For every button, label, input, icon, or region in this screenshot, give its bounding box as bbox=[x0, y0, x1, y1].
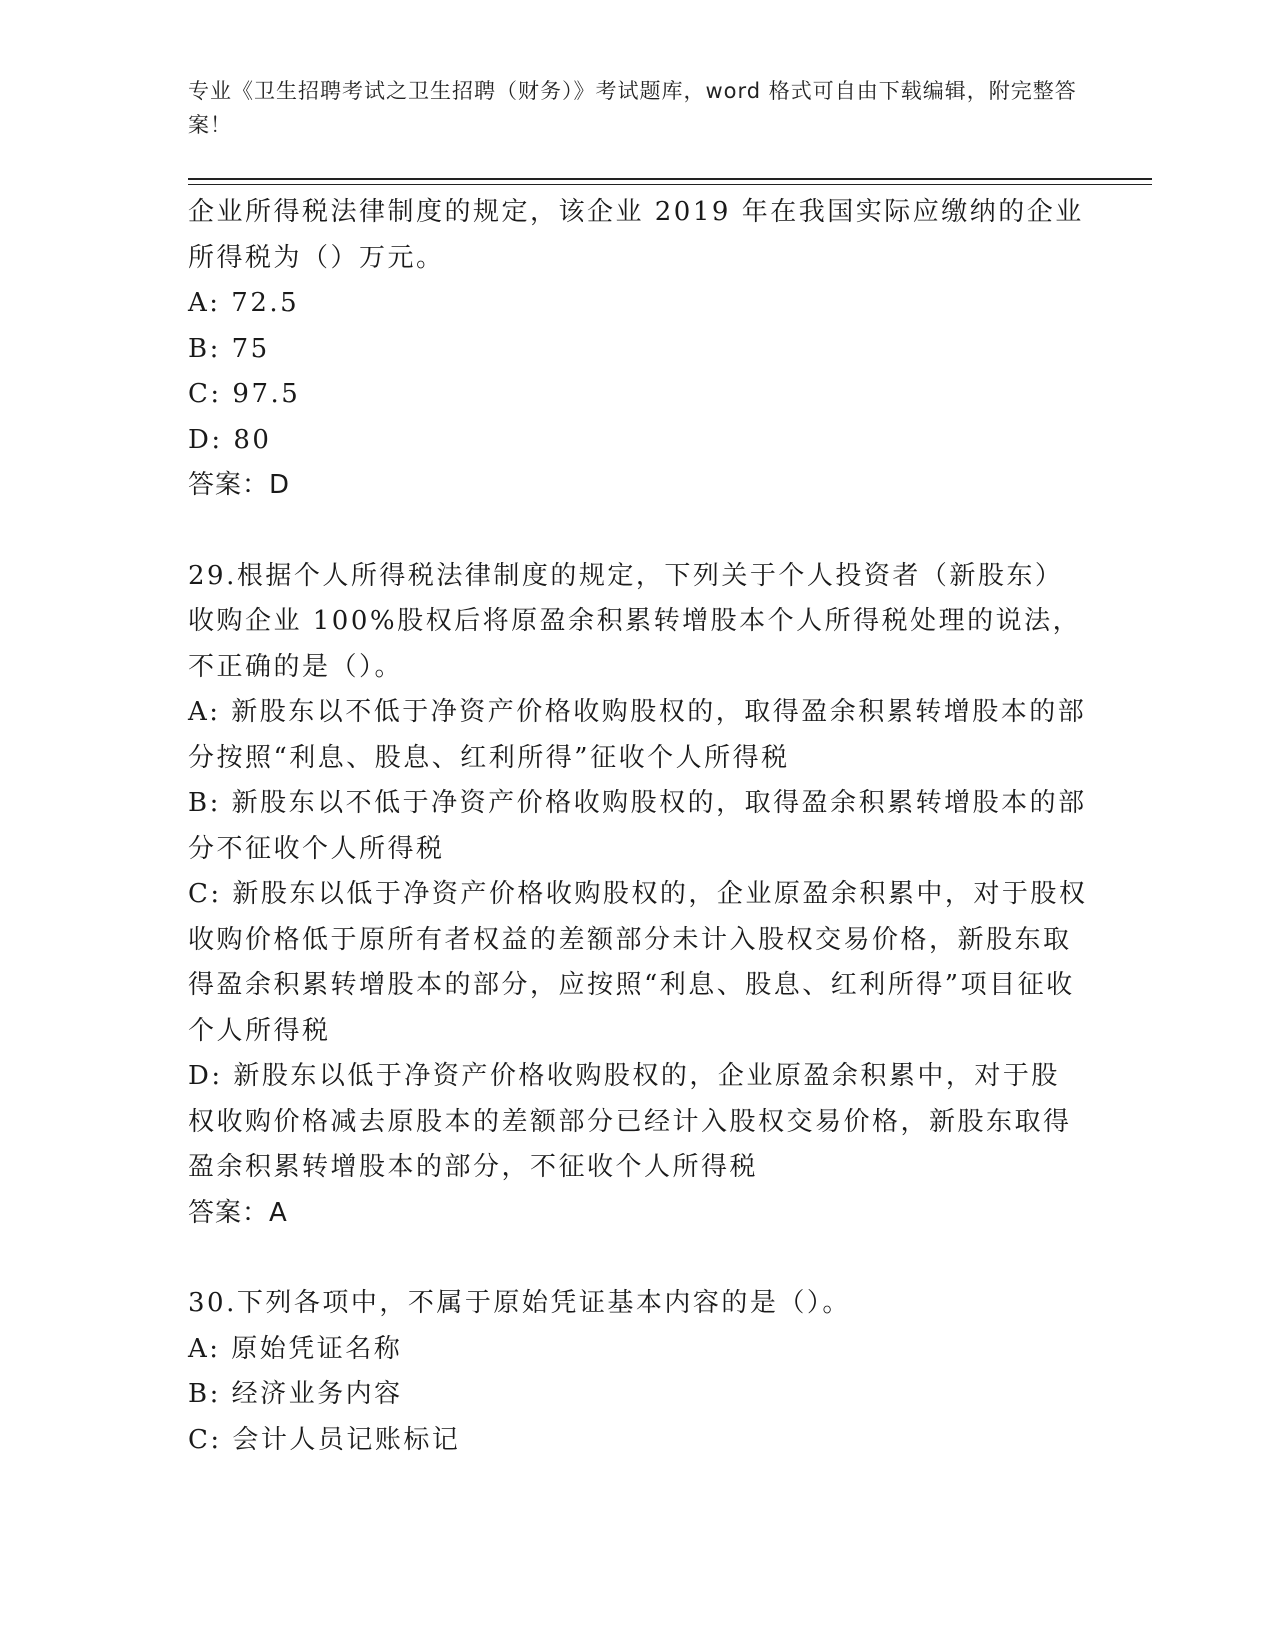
spacer bbox=[188, 509, 1088, 554]
option-c: C: 97.5 bbox=[188, 379, 301, 409]
option-c: C: 新股东以低于净资产价格收购股权的，企业原盈余积累中，对于股权收购价格低于原所有者权益的差额部分未计入股权交易价格，新股东取得盈余积累转增股本的部分，应按照“利息、股息、红利所得”项目征收个人所得税 bbox=[188, 879, 1088, 1046]
answer: 答案：A bbox=[188, 1197, 288, 1228]
option-a: A: 新股东以不低于净资产价格收购股权的，取得盈余积累转增股本的部分按照“利息、股息、红利所得”征收个人所得税 bbox=[188, 697, 1087, 773]
option-a: A: 72.5 bbox=[188, 288, 300, 318]
option-b: B: 75 bbox=[188, 333, 270, 364]
option-c: C: 会计人员记账标记 bbox=[188, 1424, 461, 1455]
question-28 bbox=[188, 190, 1088, 509]
question-stem: 企业所得税法律制度的规定，该企业 2019 年在我国实际应缴纳的企业所得税为（）万元。 bbox=[188, 197, 1084, 273]
option-d: D: 新股东以低于净资产价格收购股权的，企业原盈余积累中，对于股权收购价格减去原股本的差额部分已经计入股权交易价格，新股东取得盈余积累转增股本的部分，不征收个人所得税 bbox=[188, 1061, 1072, 1182]
answer: 答案：D bbox=[188, 470, 291, 500]
page-header: 专业《卫生招聘考试之卫生招聘（财务）》考试题库，word 格式可自由下载编辑，附完整答案！ bbox=[188, 79, 1077, 137]
header-divider-thick bbox=[188, 178, 1152, 180]
question-stem: 30.下列各项中，不属于原始凭证基本内容的是（）。 bbox=[188, 1288, 851, 1318]
question-30 bbox=[188, 1281, 1088, 1463]
question-stem: 29.根据个人所得税法律制度的规定，下列关于个人投资者（新股东）收购企业 100%股权后将原盈余积累转增股本个人所得税处理的说法，不正确的是（）。 bbox=[188, 560, 1082, 682]
option-a: A: 原始凭证名称 bbox=[188, 1333, 403, 1364]
option-b: B: 经济业务内容 bbox=[188, 1379, 403, 1409]
question-29 bbox=[188, 554, 1088, 1237]
option-b: B: 新股东以不低于净资产价格收购股权的，取得盈余积累转增股本的部分不征收个人所得税 bbox=[188, 788, 1087, 864]
option-d: D: 80 bbox=[188, 424, 272, 455]
question-content bbox=[188, 190, 1088, 1463]
spacer bbox=[188, 1236, 1088, 1281]
header-divider-thin bbox=[188, 184, 1152, 185]
